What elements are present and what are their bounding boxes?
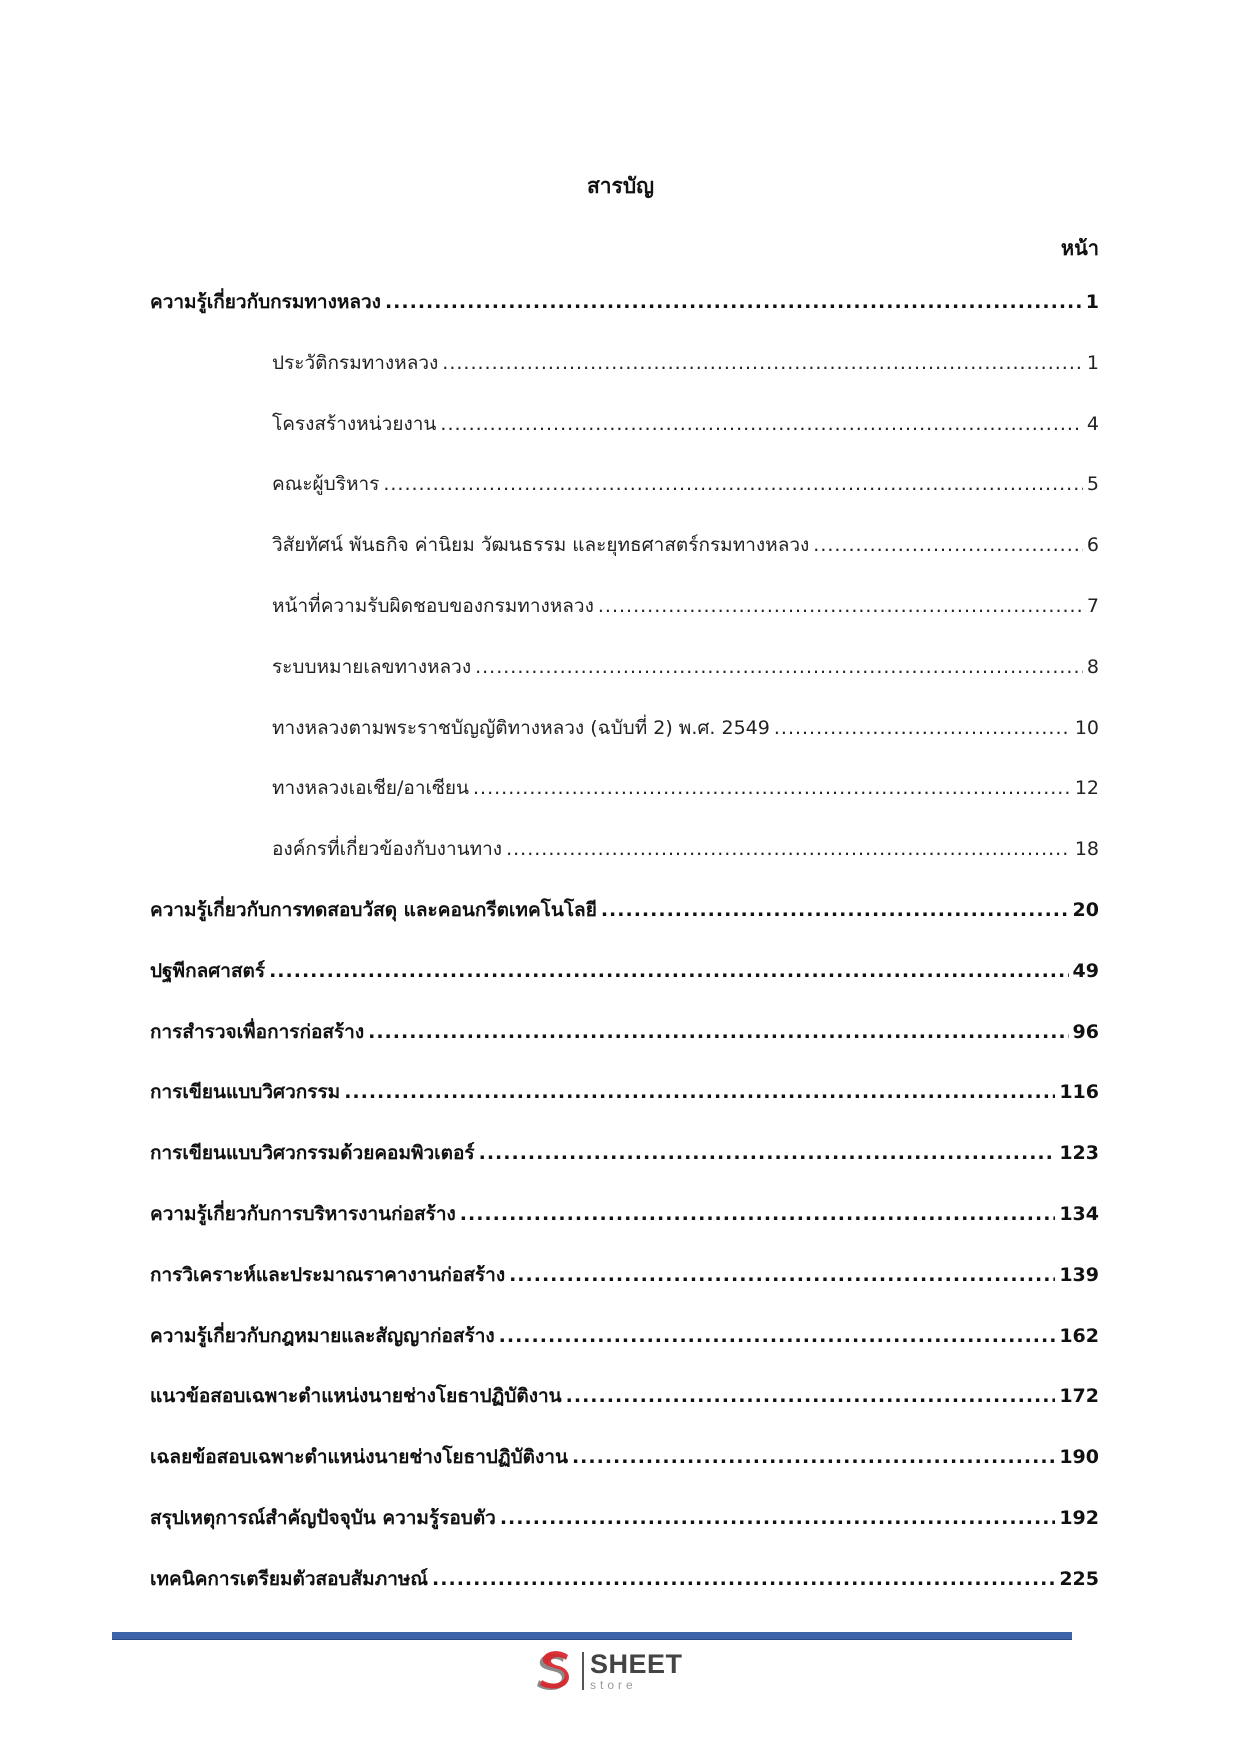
toc-chapter-entry[interactable] — [150, 1503, 1099, 1564]
toc-section-entry[interactable] — [150, 652, 1099, 713]
toc-dot-leader — [500, 1507, 1055, 1529]
toc-dot-leader — [269, 960, 1068, 982]
toc-chapter-entry[interactable] — [150, 1321, 1099, 1382]
toc-section-entry[interactable] — [150, 348, 1099, 409]
toc-dot-leader — [383, 473, 1083, 495]
toc-dot-leader — [368, 1021, 1068, 1043]
toc-chapter-entry[interactable] — [150, 1381, 1099, 1442]
toc-dot-leader — [499, 1325, 1056, 1347]
toc-entry-label: การเขียนแบบวิศวกรรมด้วยคอมพิวเตอร์ — [150, 1142, 475, 1165]
toc-dot-leader — [442, 352, 1083, 374]
toc-dot-leader — [566, 1385, 1056, 1407]
toc-entry-label: ประวัติกรมทางหลวง — [272, 351, 439, 374]
toc-entry-page-number: 5 — [1086, 473, 1099, 496]
toc-entry-label: การสำรวจเพื่อการก่อสร้าง — [150, 1020, 365, 1043]
toc-entry-label: ระบบหมายเลขทางหลวง — [272, 655, 472, 678]
toc-entry-label: ความรู้เกี่ยวกับการบริหารงานก่อสร้าง — [150, 1202, 456, 1225]
page-title: สารบัญ — [586, 174, 655, 198]
toc-chapter-entry[interactable] — [150, 1077, 1099, 1138]
toc-dot-leader — [473, 777, 1071, 799]
toc-dot-leader — [572, 1446, 1055, 1468]
toc-dot-leader — [385, 291, 1082, 313]
toc-dot-leader — [601, 899, 1069, 921]
toc-dot-leader — [774, 717, 1071, 739]
toc-dot-leader — [432, 1568, 1055, 1590]
toc-section-entry[interactable] — [150, 834, 1099, 895]
toc-entry-page-number: 172 — [1059, 1385, 1099, 1408]
toc-entry-page-number: 225 — [1059, 1567, 1099, 1590]
toc-entry-page-number: 10 — [1074, 716, 1099, 739]
toc-chapter-entry[interactable] — [150, 1564, 1099, 1625]
toc-dot-leader — [440, 413, 1083, 435]
toc-entry-label: วิสัยทัศน์ พันธกิจ ค่านิยม วัฒนธรรม และยุทธศาสตร์กรมทางหลวง — [272, 534, 810, 557]
toc-chapter-entry[interactable] — [150, 895, 1099, 956]
toc-entry-label: ความรู้เกี่ยวกับกรมทางหลวง — [150, 291, 381, 313]
toc-section-entry[interactable] — [150, 713, 1099, 774]
toc-entry-label: ทางหลวงเอเชีย/อาเซียน — [272, 777, 470, 800]
toc-section-entry[interactable] — [150, 530, 1099, 591]
toc-section-entry[interactable] — [150, 773, 1099, 834]
toc-dot-leader — [509, 1264, 1055, 1286]
logo-divider — [582, 1652, 584, 1690]
toc-entry-label: การวิเคราะห์และประมาณราคางานก่อสร้าง — [150, 1263, 506, 1286]
toc-entry-page-number: 190 — [1059, 1446, 1099, 1469]
toc-entry-label: องค์กรที่เกี่ยวข้องกับงานทาง — [272, 838, 503, 861]
toc-chapter-entry[interactable] — [150, 1138, 1099, 1199]
toc-entry-page-number: 134 — [1059, 1202, 1099, 1225]
toc-dot-leader — [479, 1142, 1056, 1164]
toc-entry-label: ปฐพีกลศาสตร์ — [150, 959, 266, 982]
toc-dot-leader — [506, 838, 1071, 860]
toc-entry-label: การเขียนแบบวิศวกรรม — [150, 1081, 341, 1104]
toc-entry-page-number: 139 — [1059, 1263, 1099, 1286]
toc-chapter-entry[interactable] — [150, 1442, 1099, 1503]
toc-entry-label: สรุปเหตุการณ์สำคัญปัจจุบัน ความรู้รอบตัว — [150, 1506, 496, 1529]
toc-entry-page-number: 18 — [1074, 838, 1099, 861]
toc-entry-page-number: 6 — [1086, 534, 1099, 557]
table-of-contents — [150, 287, 1099, 1625]
toc-entry-page-number: 12 — [1074, 777, 1099, 800]
toc-entry-page-number: 96 — [1072, 1020, 1099, 1043]
logo-main-text: SHEET — [590, 1649, 683, 1679]
toc-chapter-entry[interactable] — [150, 287, 1099, 348]
toc-dot-leader — [475, 656, 1083, 678]
footer-rule — [112, 1632, 1072, 1640]
toc-chapter-entry[interactable] — [150, 1017, 1099, 1078]
toc-entry-label: เฉลยข้อสอบเฉพาะตำแหน่งนายช่างโยธาปฏิบัติงาน — [150, 1446, 568, 1469]
toc-entry-page-number: 1 — [1085, 291, 1099, 313]
toc-section-entry[interactable] — [150, 591, 1099, 652]
toc-dot-leader — [813, 534, 1083, 556]
toc-entry-page-number: 4 — [1086, 412, 1099, 435]
toc-entry-label: ความรู้เกี่ยวกับกฎหมายและสัญญาก่อสร้าง — [150, 1324, 495, 1347]
toc-entry-page-number: 8 — [1086, 655, 1099, 678]
toc-entry-page-number: 7 — [1086, 594, 1099, 617]
footer-logo — [530, 1648, 683, 1694]
page-column-header: หน้า — [1060, 236, 1099, 260]
logo-sub-text: store — [590, 1678, 637, 1692]
toc-section-entry[interactable] — [150, 469, 1099, 530]
toc-entry-page-number: 20 — [1072, 898, 1099, 921]
toc-dot-leader — [344, 1081, 1055, 1103]
toc-section-entry[interactable] — [150, 409, 1099, 470]
toc-entry-page-number: 116 — [1059, 1081, 1099, 1104]
toc-entry-page-number: 49 — [1072, 959, 1099, 982]
toc-entry-label: ความรู้เกี่ยวกับการทดสอบวัสดุ และคอนกรีตเทคโนโลยี — [150, 898, 597, 921]
sheet-store-logo-icon — [530, 1648, 576, 1694]
toc-chapter-entry[interactable] — [150, 956, 1099, 1017]
toc-dot-leader — [460, 1203, 1056, 1225]
toc-entry-label: โครงสร้างหน่วยงาน — [272, 412, 437, 435]
toc-entry-page-number: 123 — [1059, 1142, 1099, 1165]
toc-entry-page-number: 192 — [1059, 1506, 1099, 1529]
toc-entry-page-number: 1 — [1086, 351, 1099, 374]
toc-chapter-entry[interactable] — [150, 1260, 1099, 1321]
toc-entry-page-number: 162 — [1059, 1324, 1099, 1347]
toc-entry-label: เทคนิคการเตรียมตัวสอบสัมภาษณ์ — [150, 1567, 429, 1590]
toc-entry-label: ทางหลวงตามพระราชบัญญัติทางหลวง (ฉบับที่ 2) พ.ศ. 2549 — [272, 716, 770, 739]
toc-entry-label: คณะผู้บริหาร — [272, 473, 380, 496]
toc-entry-label: แนวข้อสอบเฉพาะตำแหน่งนายช่างโยธาปฏิบัติงาน — [150, 1385, 562, 1408]
toc-chapter-entry[interactable] — [150, 1199, 1099, 1260]
logo-wordmark — [590, 1651, 683, 1691]
toc-dot-leader — [598, 595, 1083, 617]
toc-entry-label: หน้าที่ความรับผิดชอบของกรมทางหลวง — [272, 594, 594, 617]
